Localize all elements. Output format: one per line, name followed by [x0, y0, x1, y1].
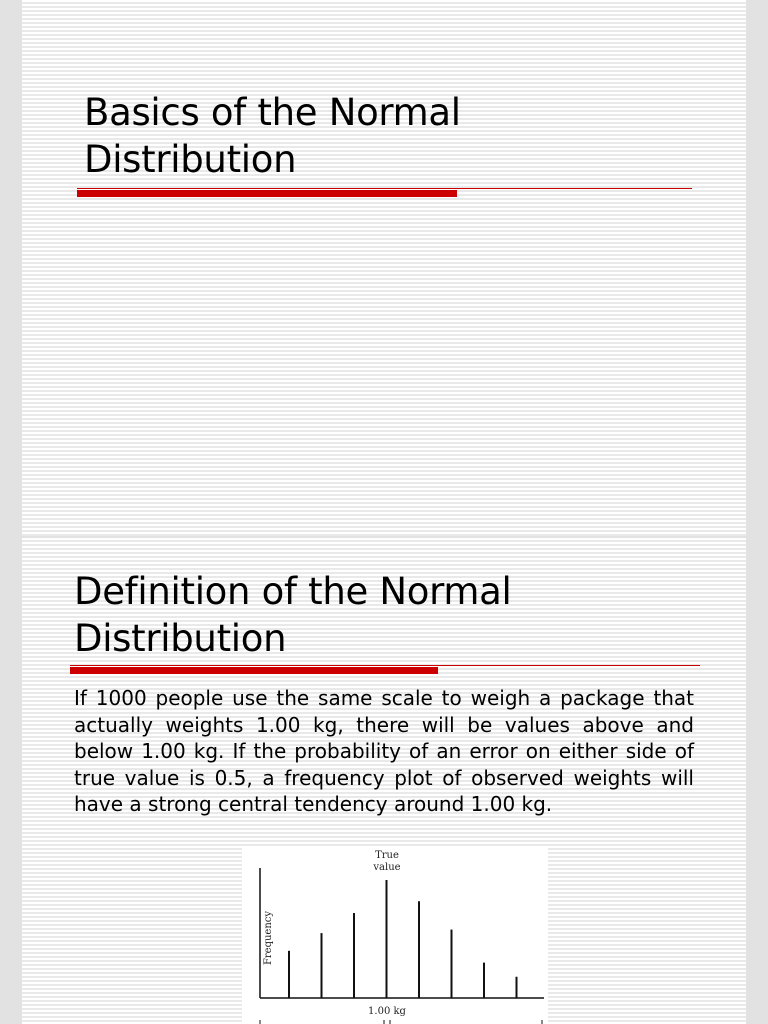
- slide-2-body-text: If 1000 people use the same scale to weigh a package that actually weights 1.00 kg, there will be values above and below 1.00 kg. If the probability of an error on either side of true value is 0.5, a frequency plot of observed weights will have a strong central tendency around 1.00 kg.: [74, 686, 694, 816]
- title-underline-thick: [70, 667, 438, 674]
- frequency-plot-figure: [242, 848, 548, 1024]
- title-underline-thin: [77, 188, 692, 189]
- x-axis-label: 1.00 kg: [368, 1006, 406, 1017]
- true-value-label-line2: value: [373, 862, 401, 873]
- true-value-label-line1: True: [375, 850, 399, 861]
- title-underline-thin: [70, 665, 700, 666]
- slide-2-title: Definition of the Normal Distribution: [74, 570, 512, 660]
- title-underline-thick: [77, 190, 457, 197]
- slide-2: [22, 538, 746, 1024]
- frequency-bars: [289, 880, 517, 998]
- frequency-plot: [242, 848, 548, 1024]
- slide-1: [22, 0, 746, 536]
- slide-1-title: Basics of the Normal Distribution: [84, 91, 461, 181]
- y-axis-label: Frequency: [263, 910, 274, 966]
